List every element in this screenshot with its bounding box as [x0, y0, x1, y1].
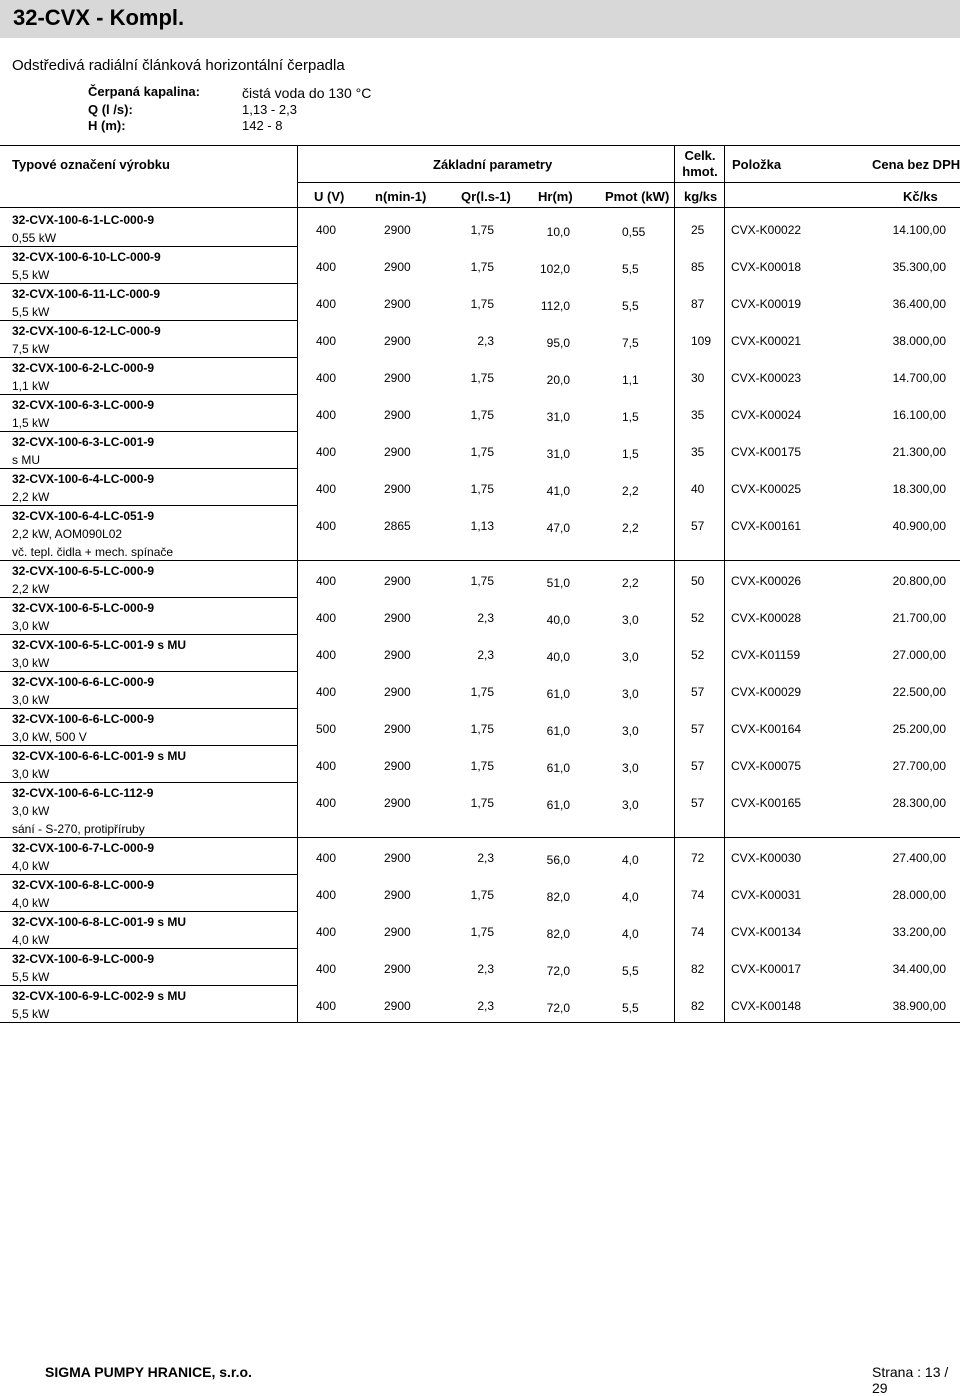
cell-n: 2900: [384, 371, 411, 385]
cell-w: 109: [691, 334, 712, 348]
cell-h: 61,0: [546, 798, 570, 812]
cell-n: 2900: [384, 574, 411, 588]
product-description: 5,5 kW: [12, 268, 50, 282]
cell-item: CVX-K00148: [731, 999, 802, 1013]
cell-u: 400: [316, 297, 337, 311]
cell-h: 47,0: [546, 521, 570, 535]
product-code: 32-CVX-100-6-5-LC-000-9: [12, 601, 155, 615]
product-code: 32-CVX-100-6-3-LC-000-9: [12, 398, 155, 412]
table-row: [0, 506, 960, 561]
cell-q: 1,75: [470, 297, 494, 311]
cell-item: CVX-K00024: [731, 408, 802, 422]
cell-u: 400: [316, 260, 337, 274]
cell-h: 61,0: [546, 761, 570, 775]
cell-q: 1,75: [470, 888, 494, 902]
cell-p: 4,0: [622, 927, 639, 941]
col-header-basic: Základní parametry: [433, 157, 553, 172]
cell-h: 40,0: [546, 613, 570, 627]
cell-item: CVX-K00075: [731, 759, 802, 773]
product-description: 5,5 kW: [12, 1007, 50, 1021]
cell-u: 400: [316, 999, 337, 1013]
cell-h: 72,0: [546, 964, 570, 978]
cell-u: 400: [316, 962, 337, 976]
cell-u: 400: [316, 611, 337, 625]
product-code: 32-CVX-100-6-7-LC-000-9: [12, 841, 155, 855]
cell-item: CVX-K00134: [731, 925, 802, 939]
product-description: 2,2 kW: [12, 490, 50, 504]
product-description: 1,5 kW: [12, 416, 50, 430]
cell-n: 2900: [384, 925, 411, 939]
cell-w: 35: [691, 445, 705, 459]
cell-q: 2,3: [477, 334, 494, 348]
cell-q: 2,3: [477, 611, 494, 625]
product-description: 3,0 kW: [12, 767, 50, 781]
cell-q: 1,13: [470, 519, 494, 533]
cell-h: 20,0: [546, 373, 570, 387]
cell-w: 52: [691, 648, 705, 662]
cell-p: 5,5: [622, 299, 639, 313]
product-code: 32-CVX-100-6-4-LC-000-9: [12, 472, 155, 486]
cell-p: 2,2: [622, 484, 639, 498]
product-code: 32-CVX-100-6-4-LC-051-9: [12, 509, 155, 523]
cell-n: 2900: [384, 999, 411, 1013]
table-row: [0, 247, 960, 284]
cell-u: 400: [316, 759, 337, 773]
cell-n: 2900: [384, 888, 411, 902]
product-description: 4,0 kW: [12, 933, 50, 947]
cell-q: 1,75: [470, 482, 494, 496]
cell-item: CVX-K00161: [731, 519, 802, 533]
product-code: 32-CVX-100-6-9-LC-000-9: [12, 952, 155, 966]
sub-header-price: Kč/ks: [903, 189, 938, 204]
cell-h: 40,0: [546, 650, 570, 664]
cell-price: 16.100,00: [892, 408, 946, 422]
column-divider: [297, 145, 298, 1023]
product-code: 32-CVX-100-6-6-LC-001-9 s MU: [12, 749, 187, 763]
cell-item: CVX-K00165: [731, 796, 802, 810]
product-code: 32-CVX-100-6-12-LC-000-9: [12, 324, 161, 338]
cell-u: 400: [316, 334, 337, 348]
cell-q: 2,3: [477, 999, 494, 1013]
product-description: 3,0 kW: [12, 619, 50, 633]
cell-w: 82: [691, 999, 705, 1013]
cell-u: 400: [316, 445, 337, 459]
cell-u: 400: [316, 888, 337, 902]
cell-n: 2900: [384, 445, 411, 459]
cell-price: 21.700,00: [892, 611, 946, 625]
cell-w: 40: [691, 482, 705, 496]
product-code: 32-CVX-100-6-5-LC-001-9 s MU: [12, 638, 187, 652]
cell-q: 1,75: [470, 223, 494, 237]
cell-item: CVX-K00164: [731, 722, 802, 736]
cell-h: 61,0: [546, 687, 570, 701]
product-code: 32-CVX-100-6-2-LC-000-9: [12, 361, 155, 375]
sub-header-p: Pmot (kW): [605, 189, 670, 204]
cell-w: 57: [691, 722, 705, 736]
cell-q: 1,75: [470, 260, 494, 274]
cell-item: CVX-K01159: [731, 648, 801, 662]
table-row: [0, 284, 960, 321]
cell-p: 5,5: [622, 964, 639, 978]
cell-u: 400: [316, 574, 337, 588]
column-divider: [724, 145, 725, 1023]
cell-q: 2,3: [477, 648, 494, 662]
page-subtitle: Odstředivá radiální článková horizontální čerpadla: [12, 57, 345, 74]
cell-price: 33.200,00: [892, 925, 946, 939]
cell-p: 7,5: [622, 336, 639, 350]
table-row: [0, 635, 960, 672]
cell-w: 35: [691, 408, 705, 422]
cell-p: 3,0: [622, 761, 639, 775]
cell-u: 500: [316, 722, 337, 736]
cell-n: 2900: [384, 611, 411, 625]
cell-price: 21.300,00: [892, 445, 946, 459]
cell-n: 2900: [384, 796, 411, 810]
cell-u: 400: [316, 796, 337, 810]
cell-item: CVX-K00026: [731, 574, 802, 588]
product-code: 32-CVX-100-6-11-LC-000-9: [12, 287, 161, 301]
cell-n: 2900: [384, 685, 411, 699]
row-separator: [0, 1022, 297, 1023]
cell-w: 50: [691, 574, 705, 588]
cell-item: CVX-K00028: [731, 611, 802, 625]
cell-w: 30: [691, 371, 705, 385]
cell-h: 10,0: [546, 225, 570, 239]
table-row: [0, 672, 960, 709]
product-description: 0,55 kW: [12, 231, 57, 245]
product-description: 7,5 kW: [12, 342, 50, 356]
cell-price: 14.100,00: [892, 223, 946, 237]
cell-item: CVX-K00022: [731, 223, 802, 237]
cell-n: 2900: [384, 260, 411, 274]
cell-item: CVX-K00021: [731, 334, 802, 348]
cell-price: 38.000,00: [892, 334, 946, 348]
cell-n: 2900: [384, 297, 411, 311]
product-code: 32-CVX-100-6-6-LC-112-9: [12, 786, 154, 800]
cell-item: CVX-K00029: [731, 685, 802, 699]
table-row: [0, 358, 960, 395]
table-row: [0, 838, 960, 875]
table-row: [0, 912, 960, 949]
info-label-fluid: Čerpaná kapalina:: [88, 84, 200, 99]
sub-header-n: n(min-1): [375, 189, 427, 204]
cell-w: 25: [691, 223, 705, 237]
header-mid-rule: [297, 182, 960, 183]
product-code: 32-CVX-100-6-8-LC-000-9: [12, 878, 155, 892]
cell-n: 2900: [384, 962, 411, 976]
cell-n: 2900: [384, 759, 411, 773]
table-row: [0, 746, 960, 783]
cell-u: 400: [316, 519, 337, 533]
cell-w: 52: [691, 611, 705, 625]
cell-h: 95,0: [546, 336, 570, 350]
cell-price: 20.800,00: [892, 574, 946, 588]
cell-h: 82,0: [546, 927, 570, 941]
cell-price: 27.000,00: [892, 648, 946, 662]
cell-h: 102,0: [539, 262, 570, 276]
cell-price: 40.900,00: [892, 519, 946, 533]
cell-h: 31,0: [546, 410, 570, 424]
cell-item: CVX-K00025: [731, 482, 802, 496]
product-description: 5,5 kW: [12, 305, 50, 319]
cell-w: 72: [691, 851, 705, 865]
cell-p: 2,2: [622, 576, 639, 590]
cell-price: 34.400,00: [892, 962, 946, 976]
cell-p: 5,5: [622, 1001, 639, 1015]
cell-price: 27.400,00: [892, 851, 946, 865]
table-row: [0, 561, 960, 598]
cell-p: 1,5: [622, 410, 639, 424]
product-description: 4,0 kW: [12, 896, 50, 910]
cell-q: 1,75: [470, 796, 494, 810]
cell-item: CVX-K00030: [731, 851, 802, 865]
cell-q: 2,3: [477, 962, 494, 976]
cell-p: 2,2: [622, 521, 639, 535]
cell-p: 3,0: [622, 687, 639, 701]
cell-h: 72,0: [546, 1001, 570, 1015]
cell-u: 400: [316, 408, 337, 422]
cell-n: 2900: [384, 482, 411, 496]
product-description: sání - S-270, protipříruby: [12, 822, 145, 836]
cell-p: 4,0: [622, 890, 639, 904]
table-row: [0, 469, 960, 506]
cell-h: 56,0: [546, 853, 570, 867]
cell-w: 57: [691, 759, 705, 773]
cell-h: 61,0: [546, 724, 570, 738]
cell-item: CVX-K00031: [731, 888, 802, 902]
cell-h: 31,0: [546, 447, 570, 461]
product-description: 3,0 kW: [12, 656, 50, 670]
sub-header-u: U (V): [314, 189, 345, 204]
product-description: 2,2 kW: [12, 582, 50, 596]
cell-u: 400: [316, 851, 337, 865]
product-code: 32-CVX-100-6-9-LC-002-9 s MU: [12, 989, 187, 1003]
page-title: 32-CVX - Kompl.: [13, 5, 185, 30]
product-description: vč. tepl. čidla + mech. spínače: [12, 545, 174, 559]
cell-price: 27.700,00: [892, 759, 946, 773]
table-row: [0, 783, 960, 838]
table-row: [0, 598, 960, 635]
column-divider: [674, 145, 675, 1023]
cell-q: 1,75: [470, 445, 494, 459]
product-description: 2,2 kW, AOM090L02: [12, 527, 123, 541]
product-code: 32-CVX-100-6-5-LC-000-9: [12, 564, 155, 578]
table-row: [0, 321, 960, 358]
footer-page-number: Strana : 13 / 29: [872, 1364, 949, 1396]
cell-item: CVX-K00017: [731, 962, 802, 976]
sub-header-w: kg/ks: [684, 189, 718, 204]
cell-price: 36.400,00: [892, 297, 946, 311]
cell-n: 2900: [384, 408, 411, 422]
cell-h: 82,0: [546, 890, 570, 904]
product-description: 3,0 kW: [12, 804, 50, 818]
cell-n: 2900: [384, 648, 411, 662]
sub-header-h: Hr(m): [538, 189, 573, 204]
cell-price: 28.000,00: [892, 888, 946, 902]
cell-n: 2900: [384, 334, 411, 348]
cell-w: 74: [691, 925, 705, 939]
footer-company: SIGMA PUMPY HRANICE, s.r.o.: [45, 1364, 252, 1380]
cell-u: 400: [316, 685, 337, 699]
col-header-price: Cena bez DPH: [872, 157, 960, 172]
info-value-fluid: čistá voda do 130 °C: [242, 85, 372, 101]
cell-p: 1,1: [622, 373, 639, 387]
product-description: 1,1 kW: [12, 379, 50, 393]
cell-p: 4,0: [622, 853, 639, 867]
cell-price: 35.300,00: [892, 260, 946, 274]
cell-price: 28.300,00: [892, 796, 946, 810]
cell-u: 400: [316, 371, 337, 385]
product-description: 3,0 kW, 500 V: [12, 730, 87, 744]
table-row: [0, 395, 960, 432]
cell-h: 112,0: [540, 299, 570, 313]
cell-q: 1,75: [470, 371, 494, 385]
title-bar: [0, 0, 960, 38]
cell-price: 14.700,00: [892, 371, 946, 385]
info-value-q: 1,13 - 2,3: [242, 102, 297, 117]
cell-price: 38.900,00: [892, 999, 946, 1013]
cell-u: 400: [316, 925, 337, 939]
cell-q: 1,75: [470, 722, 494, 736]
cell-q: 1,75: [470, 685, 494, 699]
col-header-product: Typové označení výrobku: [12, 157, 170, 172]
product-code: 32-CVX-100-6-10-LC-000-9: [12, 250, 161, 264]
table-row: [0, 210, 960, 247]
product-code: 32-CVX-100-6-3-LC-001-9: [12, 435, 155, 449]
info-value-h: 142 - 8: [242, 118, 283, 133]
cell-w: 57: [691, 685, 705, 699]
cell-w: 85: [691, 260, 705, 274]
cell-p: 3,0: [622, 650, 639, 664]
cell-w: 87: [691, 297, 705, 311]
cell-u: 400: [316, 223, 337, 237]
header-bottom-rule: [0, 207, 960, 208]
cell-q: 1,75: [470, 925, 494, 939]
cell-q: 1,75: [470, 759, 494, 773]
table-row: [0, 986, 960, 1023]
product-code: 32-CVX-100-6-1-LC-000-9: [12, 213, 155, 227]
product-description: s MU: [12, 453, 40, 467]
cell-p: 0,55: [622, 225, 646, 239]
cell-q: 2,3: [477, 851, 494, 865]
table-row: [0, 875, 960, 912]
sub-header-q: Qr(l.s-1): [461, 189, 511, 204]
cell-h: 41,0: [546, 484, 570, 498]
cell-w: 57: [691, 519, 705, 533]
col-header-weight: Celk. hmot.: [682, 148, 718, 179]
table-bottom-rule: [297, 1022, 960, 1023]
cell-q: 1,75: [470, 408, 494, 422]
product-code: 32-CVX-100-6-6-LC-000-9: [12, 712, 155, 726]
cell-n: 2900: [384, 223, 411, 237]
cell-p: 3,0: [622, 613, 639, 627]
cell-q: 1,75: [470, 574, 494, 588]
product-description: 3,0 kW: [12, 693, 50, 707]
cell-w: 74: [691, 888, 705, 902]
product-description: 4,0 kW: [12, 859, 50, 873]
cell-p: 3,0: [622, 798, 639, 812]
cell-price: 22.500,00: [892, 685, 946, 699]
cell-item: CVX-K00019: [731, 297, 802, 311]
table-row: [0, 432, 960, 469]
cell-h: 51,0: [546, 576, 570, 590]
cell-p: 3,0: [622, 724, 639, 738]
cell-w: 57: [691, 796, 705, 810]
cell-p: 5,5: [622, 262, 639, 276]
table-row: [0, 709, 960, 746]
product-code: 32-CVX-100-6-6-LC-000-9: [12, 675, 155, 689]
cell-p: 1,5: [622, 447, 639, 461]
cell-item: CVX-K00023: [731, 371, 802, 385]
cell-w: 82: [691, 962, 705, 976]
col-header-item: Položka: [732, 157, 782, 172]
cell-price: 25.200,00: [892, 722, 946, 736]
info-label-h: H (m):: [88, 118, 126, 133]
info-label-q: Q (l /s):: [88, 102, 133, 117]
product-code: 32-CVX-100-6-8-LC-001-9 s MU: [12, 915, 187, 929]
header-top-rule: [0, 145, 960, 146]
table-row: [0, 949, 960, 986]
cell-item: CVX-K00175: [731, 445, 802, 459]
product-description: 5,5 kW: [12, 970, 50, 984]
cell-u: 400: [316, 482, 337, 496]
cell-n: 2865: [384, 519, 411, 533]
cell-price: 18.300,00: [892, 482, 946, 496]
cell-n: 2900: [384, 851, 411, 865]
cell-n: 2900: [384, 722, 411, 736]
cell-item: CVX-K00018: [731, 260, 802, 274]
cell-u: 400: [316, 648, 337, 662]
